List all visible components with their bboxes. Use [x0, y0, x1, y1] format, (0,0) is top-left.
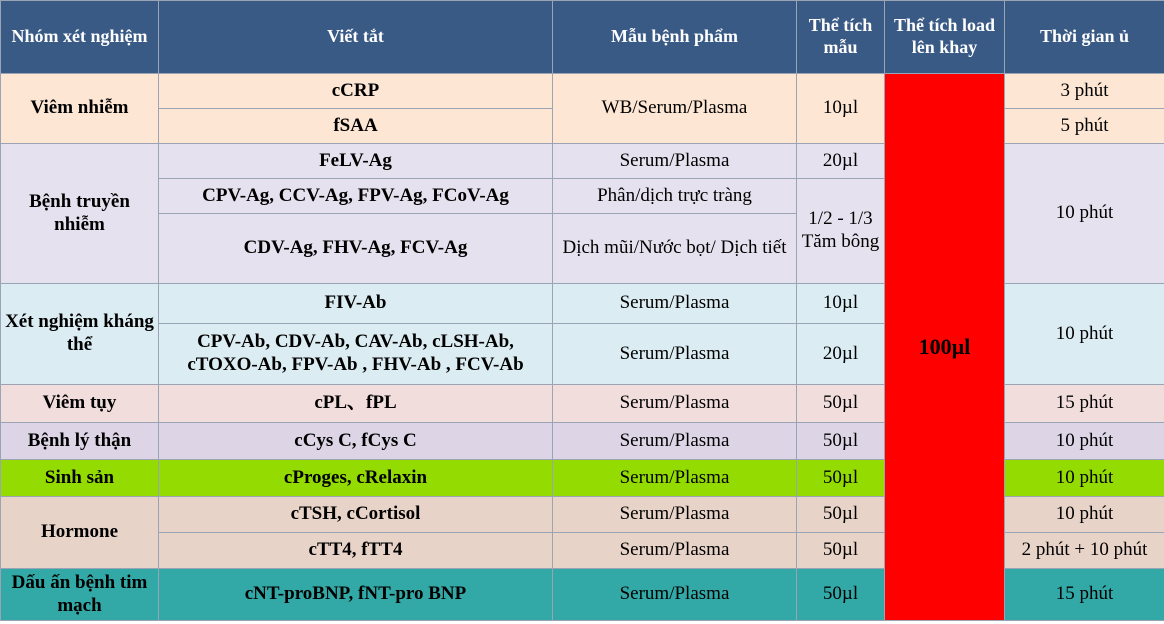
sample-cell: WB/Serum/Plasma: [553, 74, 797, 144]
table-header-row: [1, 1, 1164, 74]
header-sample: Mẫu bệnh phẩm: [553, 1, 797, 74]
volume-cell: 10µl: [797, 284, 885, 324]
abbr-cell: cCRP: [159, 74, 553, 109]
time-cell: 10 phút: [1005, 497, 1164, 533]
volume-cell: 50µl: [797, 569, 885, 621]
time-cell: 3 phút: [1005, 74, 1164, 109]
group-cell: Bệnh lý thận: [1, 423, 159, 460]
group-cell: Sinh sản: [1, 460, 159, 497]
abbr-cell: CPV-Ag, CCV-Ag, FPV-Ag, FCoV-Ag: [159, 179, 553, 214]
abbr-cell: cTSH, cCortisol: [159, 497, 553, 533]
header-group: Nhóm xét nghiệm: [1, 1, 159, 74]
sample-cell: Serum/Plasma: [553, 144, 797, 179]
group-cell: Hormone: [1, 497, 159, 569]
volume-cell: 50µl: [797, 423, 885, 460]
time-cell: 15 phút: [1005, 569, 1164, 621]
volume-cell: 20µl: [797, 144, 885, 179]
sample-cell: Serum/Plasma: [553, 385, 797, 423]
sample-cell: Serum/Plasma: [553, 324, 797, 385]
group-cell: Viêm nhiễm: [1, 74, 159, 144]
time-cell: 10 phút: [1005, 284, 1164, 385]
sample-cell: Serum/Plasma: [553, 460, 797, 497]
sample-cell: Serum/Plasma: [553, 569, 797, 621]
load-volume-cell: 100µl: [885, 74, 1005, 621]
abbr-cell: FeLV-Ag: [159, 144, 553, 179]
abbr-cell: FIV-Ab: [159, 284, 553, 324]
table-row: [1, 74, 1164, 109]
sample-cell: Phân/dịch trực tràng: [553, 179, 797, 214]
volume-cell: 50µl: [797, 497, 885, 533]
header-volume: Thể tích mẫu: [797, 1, 885, 74]
group-cell: Dấu ấn bệnh tim mạch: [1, 569, 159, 621]
volume-cell: 50µl: [797, 385, 885, 423]
volume-cell: 10µl: [797, 74, 885, 144]
header-load: Thể tích load lên khay: [885, 1, 1005, 74]
time-cell: 15 phút: [1005, 385, 1164, 423]
group-cell: Viêm tụy: [1, 385, 159, 423]
header-abbr: Viết tắt: [159, 1, 553, 74]
abbr-cell: cPL、fPL: [159, 385, 553, 423]
volume-cell: 50µl: [797, 533, 885, 569]
volume-cell: 1/2 - 1/3 Tăm bông: [797, 179, 885, 284]
sample-cell: Serum/Plasma: [553, 284, 797, 324]
abbr-cell: CDV-Ag, FHV-Ag, FCV-Ag: [159, 214, 553, 284]
volume-cell: 20µl: [797, 324, 885, 385]
abbr-cell: cProges, cRelaxin: [159, 460, 553, 497]
time-cell: 2 phút + 10 phút: [1005, 533, 1164, 569]
abbr-cell: cCys C, fCys C: [159, 423, 553, 460]
group-cell: Xét nghiệm kháng thể: [1, 284, 159, 385]
abbr-cell: cTT4, fTT4: [159, 533, 553, 569]
time-cell: 5 phút: [1005, 109, 1164, 144]
time-cell: 10 phút: [1005, 460, 1164, 497]
sample-cell: Dịch mũi/Nước bọt/ Dịch tiết: [553, 214, 797, 284]
sample-cell: Serum/Plasma: [553, 533, 797, 569]
abbr-cell: cNT-proBNP, fNT-pro BNP: [159, 569, 553, 621]
sample-cell: Serum/Plasma: [553, 497, 797, 533]
time-cell: 10 phút: [1005, 144, 1164, 284]
abbr-cell: CPV-Ab, CDV-Ab, CAV-Ab, cLSH-Ab, cTOXO-Ab, FPV-Ab , FHV-Ab , FCV-Ab: [159, 324, 553, 385]
header-time: Thời gian ủ: [1005, 1, 1164, 74]
abbr-cell: fSAA: [159, 109, 553, 144]
volume-cell: 50µl: [797, 460, 885, 497]
sample-cell: Serum/Plasma: [553, 423, 797, 460]
group-cell: Bệnh truyền nhiễm: [1, 144, 159, 284]
time-cell: 10 phút: [1005, 423, 1164, 460]
